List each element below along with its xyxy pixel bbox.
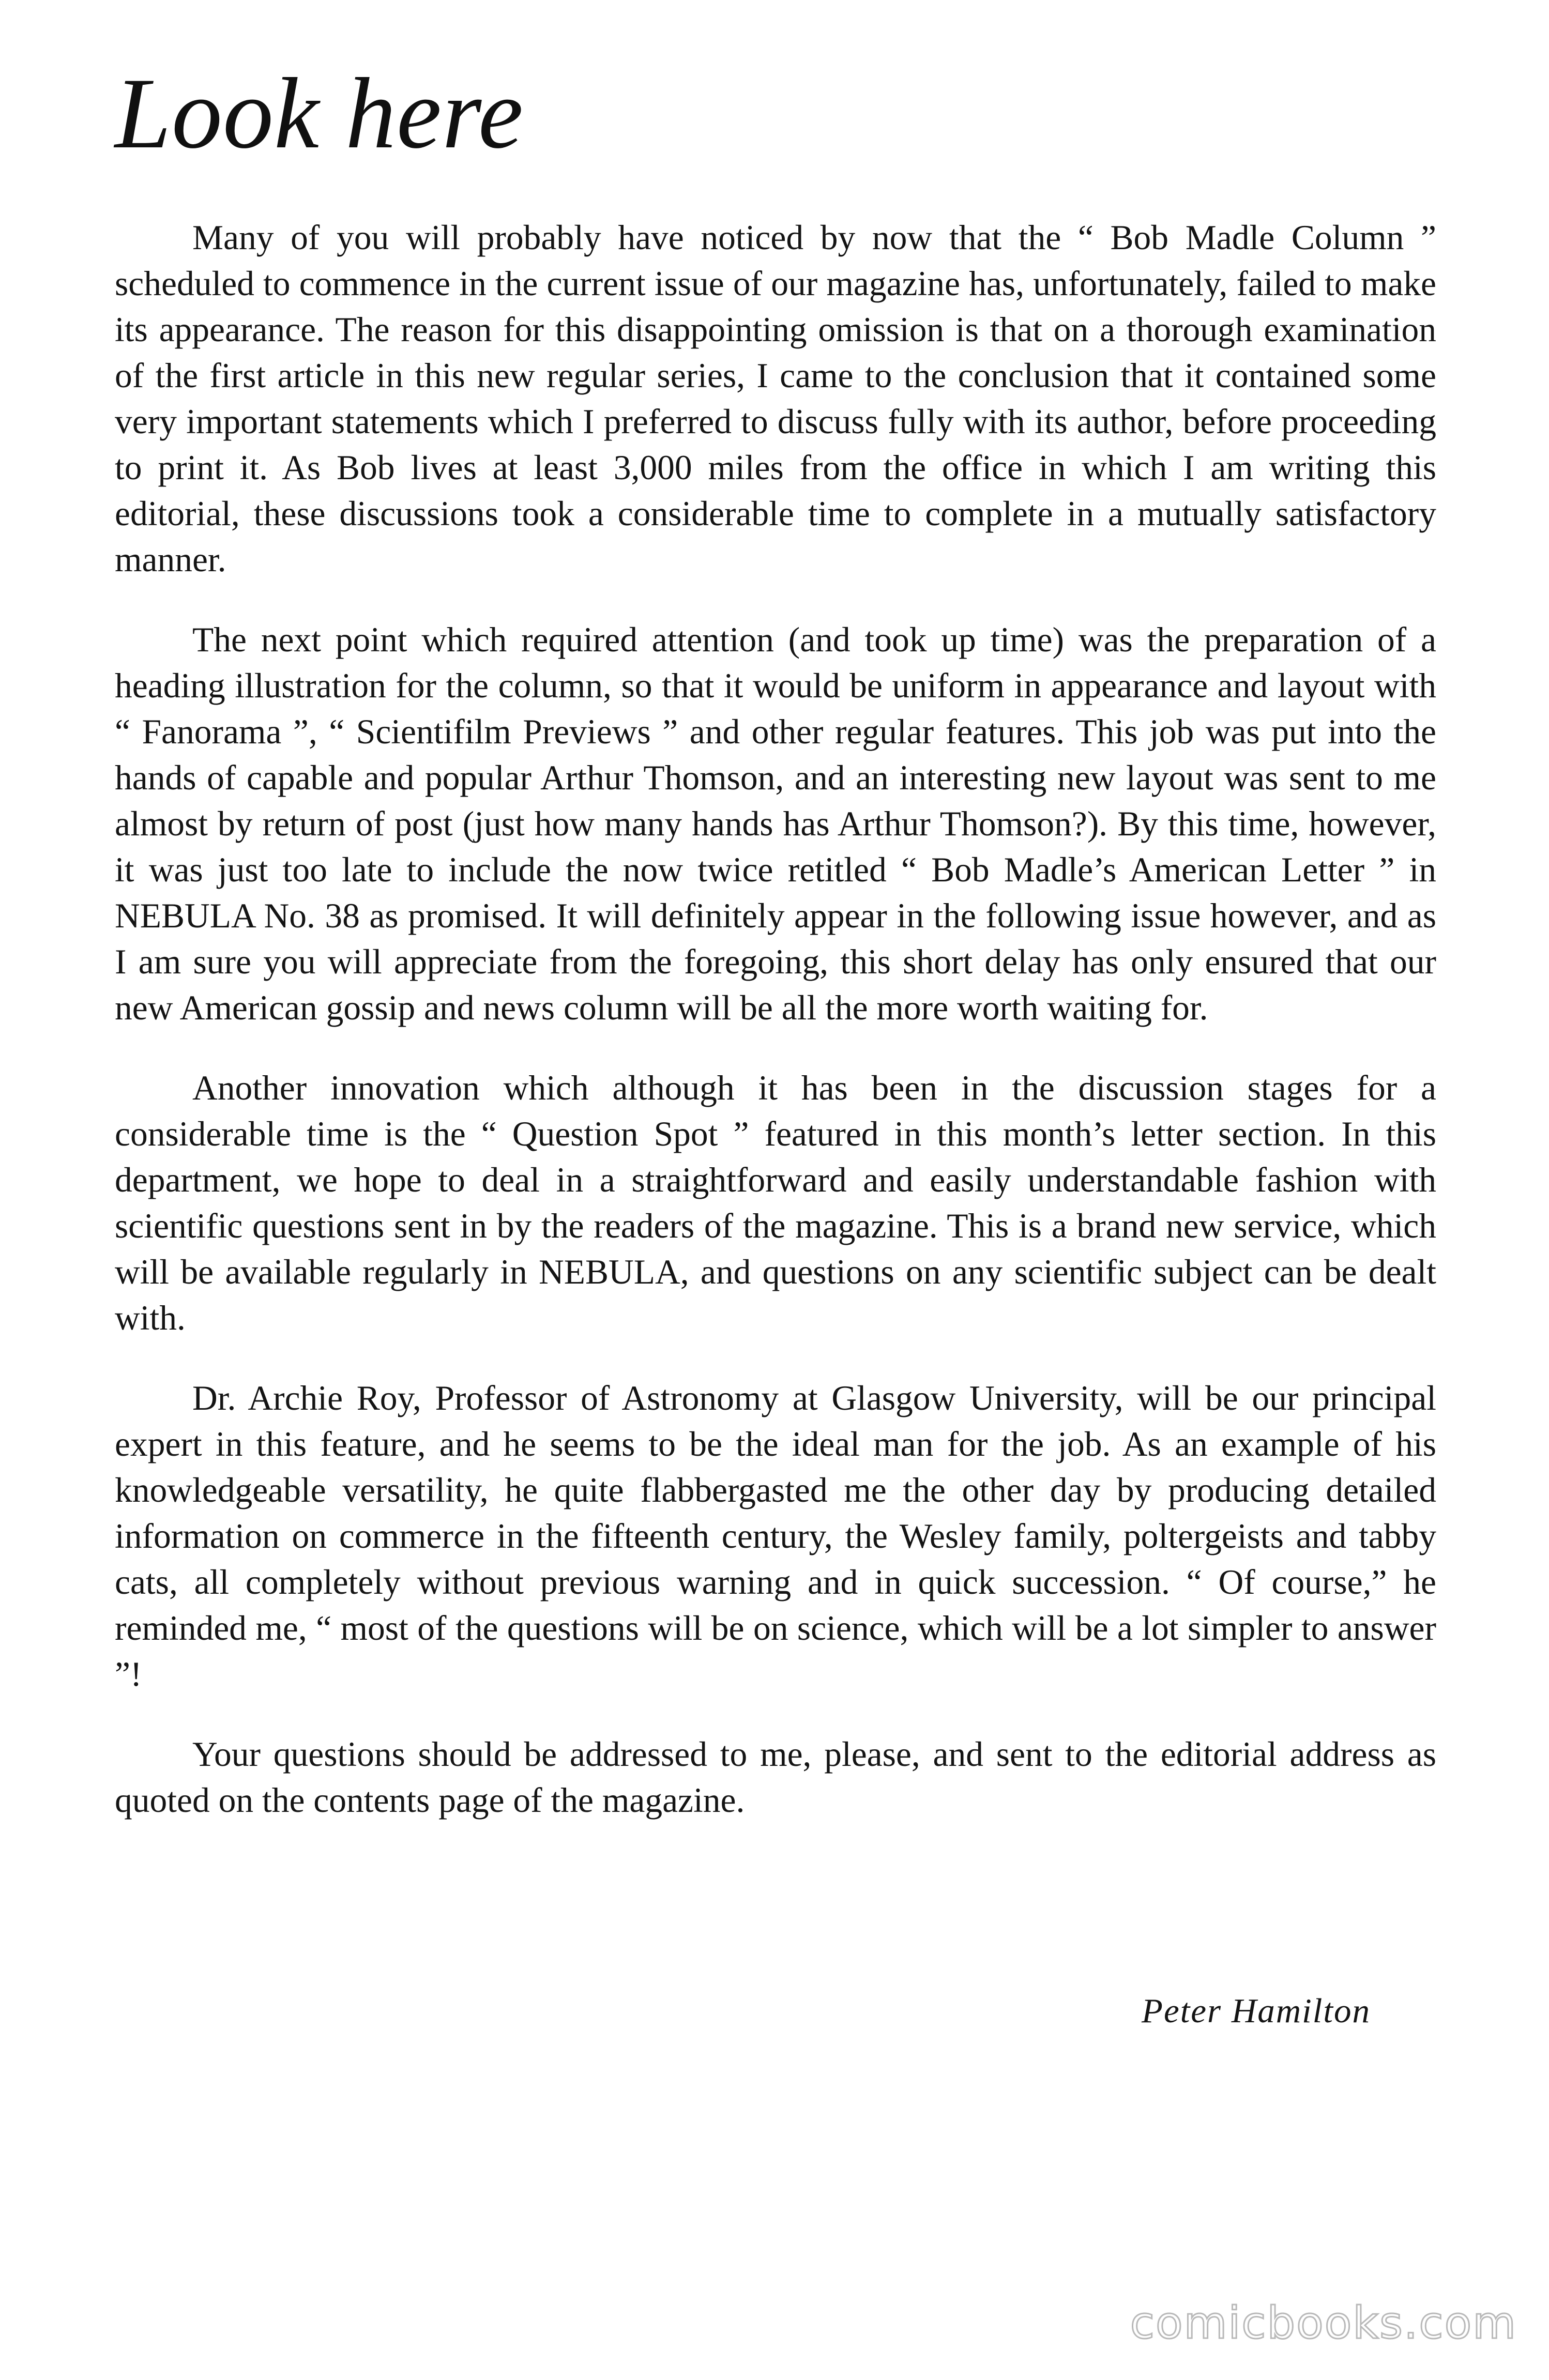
paragraph: The next point which required attention (and took up time) was the preparation of a heading illustration for the column, so that it would be uniform in appearance and layout with “ Fanorama ”, “ Scientifilm Previews ” and other regular features. This job was put into the hands of capable and popular Arthur Thomson, and an interesting new layout was sent to me almost by return of post (just how many hands has Arthur Thomson?). By this time, however, it was just too late to include the now twice retitled “ Bob Madle’s American Letter ” in NEBULA No. 38 as promised. It will definitely appear in the following issue however, and as I am sure you will appreciate from the foregoing, this short delay has only ensured that our new American gossip and news column will be all the more worth waiting for. [115,620,1436,1027]
editorial-body [115,215,1436,1857]
paragraph: Your questions should be addressed to me, please, and sent to the editorial address as quoted on the contents page of the magazine. [115,1735,1436,1820]
paragraph: Dr. Archie Roy, Professor of Astronomy at Glasgow University, will be our principal expert in this feature, and he seems to be the ideal man for the job. As an example of his knowledgeable versatility, he quite flabbergasted me the other day by producing detailed information on commerce in the fifteenth century, the Wesley family, poltergeists and tabby cats, all completely without previous warning and in quick succession. “ Of course,” he reminded me, “ most of the questions will be on science, which will be a lot simpler to answer ”! [115,1379,1436,1694]
author-signature: Peter Hamilton [1142,1992,1371,2030]
paragraph: Many of you will probably have noticed by now that the “ Bob Madle Column ” scheduled to commence in the current issue of our magazine has, unfortunately, failed to make its appearance. The reason for this disappointing omission is that on a thorough examination of the first article in this new regular series, I came to the conclusion that it contained some very important statements which I preferred to discuss fully with its author, before proceeding to print it. As Bob lives at least 3,000 miles from the office in which I am writing this editorial, these discussions took a considerable time to complete in a mutually satisfactory manner. [115,218,1436,579]
paragraph: Another innovation which although it has been in the discussion stages for a considerable time is the “ Question Spot ” featured in this month’s letter section. In this department, we hope to deal in a straightforward and easily understandable fashion with scientific questions sent in by the readers of the magazine. This is a brand new service, which will be available regularly in NEBULA, and questions on any scientific subject can be dealt with. [115,1069,1436,1337]
watermark: comicbooks.com [1130,2297,1517,2349]
page-title: Look here [115,57,524,170]
